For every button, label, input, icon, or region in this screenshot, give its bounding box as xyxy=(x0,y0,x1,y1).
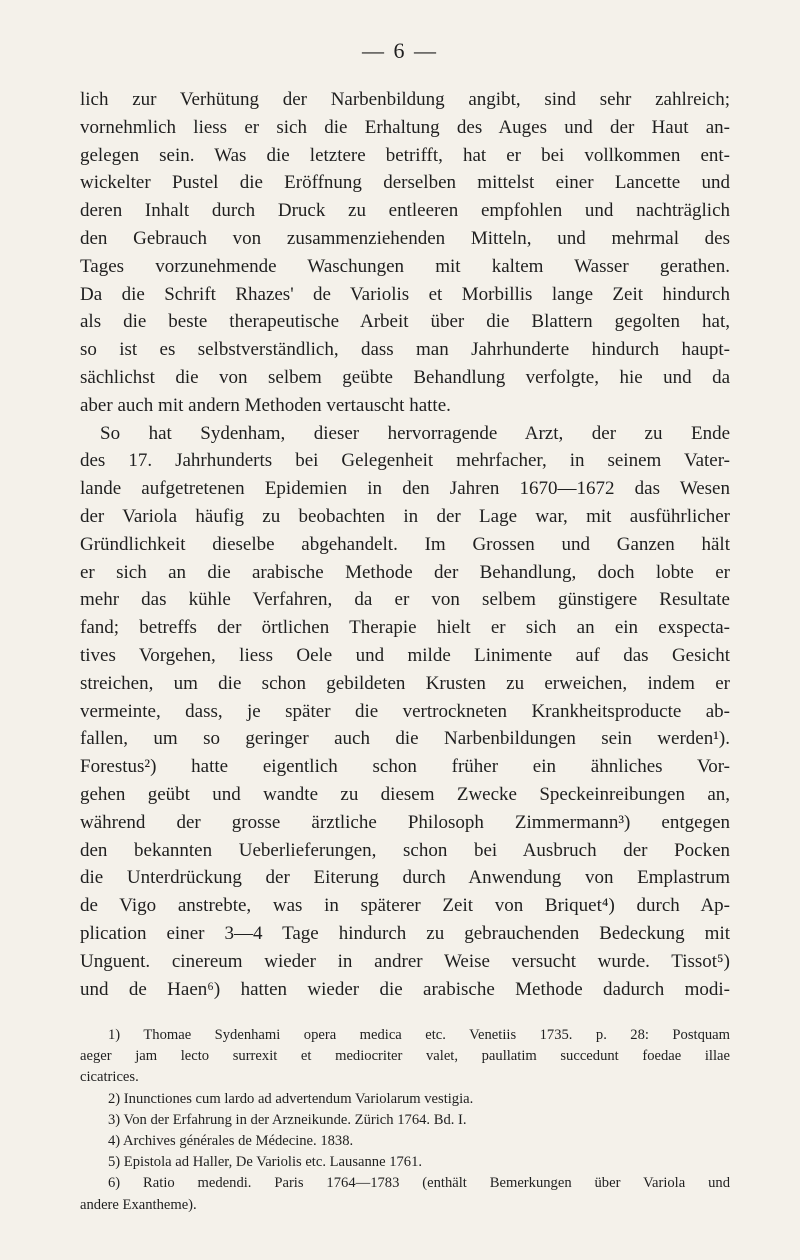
body-text xyxy=(80,86,730,1003)
body-line: lich zur Verhütung der Narbenbildung angibt, sind sehr zahlreich; xyxy=(80,89,730,110)
body-line: er sich an die arabische Methode der Behandlung, doch lobte er xyxy=(80,561,730,583)
body-line: fand; betreffs der örtlichen Therapie hielt er sich an ein exspecta- xyxy=(80,617,730,639)
footnote-line: 4) Archives générales de Médecine. 1838. xyxy=(108,1132,354,1149)
footnote-line: 2) Inunctiones cum lardo ad advertendum Variolarum vestigia. xyxy=(108,1090,474,1107)
body-line: Unguent. cinereum wieder in andrer Weise versucht wurde. Tissot⁵) xyxy=(80,950,730,972)
body-line: die Unterdrückung der Eiterung durch Anwendung von Emplastrum xyxy=(80,867,730,889)
body-line: Tages vorzunehmende Waschungen mit kaltem Wasser gerathen. xyxy=(80,255,730,277)
body-line: tives Vorgehen, liess Oele und milde Linimente auf das Gesicht xyxy=(80,644,730,666)
body-line: de Vigo anstrebte, was in späterer Zeit von Briquet⁴) durch Ap- xyxy=(80,895,730,917)
body-line: gehen geübt und wandte zu diesem Zwecke Speckeinreibungen an, xyxy=(80,783,730,805)
footnotes xyxy=(80,1025,730,1216)
footnote-line: 3) Von der Erfahrung in der Arzneikunde. Zürich 1764. Bd. I. xyxy=(108,1111,467,1128)
body-line: der Variola häufig zu beobachten in der Lage war, mit ausführlicher xyxy=(80,505,730,527)
body-line: so ist es selbstverständlich, dass man Jahrhunderte hindurch haupt- xyxy=(80,339,730,361)
body-line: den Gebrauch von zusammenziehenden Mitteln, und mehrmal des xyxy=(80,227,730,249)
body-line: Da die Schrift Rhazes' de Variolis et Morbillis lange Zeit hindurch xyxy=(80,283,730,305)
body-line: lande aufgetretenen Epidemien in den Jahren 1670—1672 das Wesen xyxy=(80,478,730,500)
body-line: So hat Sydenham, dieser hervorragende Arzt, der zu Ende xyxy=(100,422,730,444)
page-number: — 6 — xyxy=(362,38,438,63)
body-line: sächlichst die von selbem geübte Behandlung verfolgte, hie und da xyxy=(80,366,730,388)
body-line: plication einer 3—4 Tage hindurch zu gebrauchenden Bedeckung mit xyxy=(80,922,730,944)
body-line: und de Haen⁶) hatten wieder die arabische Methode dadurch modi- xyxy=(80,978,730,1000)
footnote-line: andere Exantheme). xyxy=(80,1196,197,1213)
footnote-line: cicatrices. xyxy=(80,1069,139,1086)
body-line: aber auch mit andern Methoden vertauscht hatte. xyxy=(80,394,451,416)
footnote-line: aeger jam lecto surrexit et mediocriter valet, paullatim succedunt foedae illae xyxy=(80,1048,730,1065)
body-line: den bekannten Ueberlieferungen, schon bei Ausbruch der Pocken xyxy=(80,839,730,861)
body-line: Gründlichkeit dieselbe abgehandelt. Im Grossen und Ganzen hält xyxy=(80,533,730,555)
body-line: fallen, um so geringer auch die Narbenbildungen sein werden¹). xyxy=(80,728,730,750)
footnote-line: 5) Epistola ad Haller, De Variolis etc. Lausanne 1761. xyxy=(108,1154,423,1171)
body-line: als die beste therapeutische Arbeit über die Blattern gegolten hat, xyxy=(80,311,730,333)
body-line: des 17. Jahrhunderts bei Gelegenheit mehrfacher, in seinem Vater- xyxy=(80,450,730,472)
body-line: Forestus²) hatte eigentlich schon früher ein ähnliches Vor- xyxy=(80,756,730,778)
body-line: gelegen sein. Was die letztere betrifft, hat er bei vollkommen ent- xyxy=(80,144,730,166)
body-line: streichen, um die schon gebildeten Krusten zu erweichen, indem er xyxy=(80,672,730,694)
body-line: vornehmlich liess er sich die Erhaltung des Auges und der Haut an- xyxy=(80,116,730,138)
body-line: wickelter Pustel die Eröffnung derselben mittelst einer Lancette und xyxy=(80,172,730,194)
body-line: vermeinte, dass, je später die vertrockneten Krankheitsproducte ab- xyxy=(80,700,730,722)
footnote-line: 6) Ratio medendi. Paris 1764—1783 (enthält Bemerkungen über Variola und xyxy=(108,1175,730,1192)
body-line: mehr das kühle Verfahren, da er von selbem günstigere Resultate xyxy=(80,589,730,611)
body-line: deren Inhalt durch Druck zu entleeren empfohlen und nachträglich xyxy=(80,200,730,222)
footnote-line: 1) Thomae Sydenhami opera medica etc. Venetiis 1735. p. 28: Postquam xyxy=(108,1027,730,1043)
body-line: während der grosse ärztliche Philosoph Zimmermann³) entgegen xyxy=(80,811,730,833)
